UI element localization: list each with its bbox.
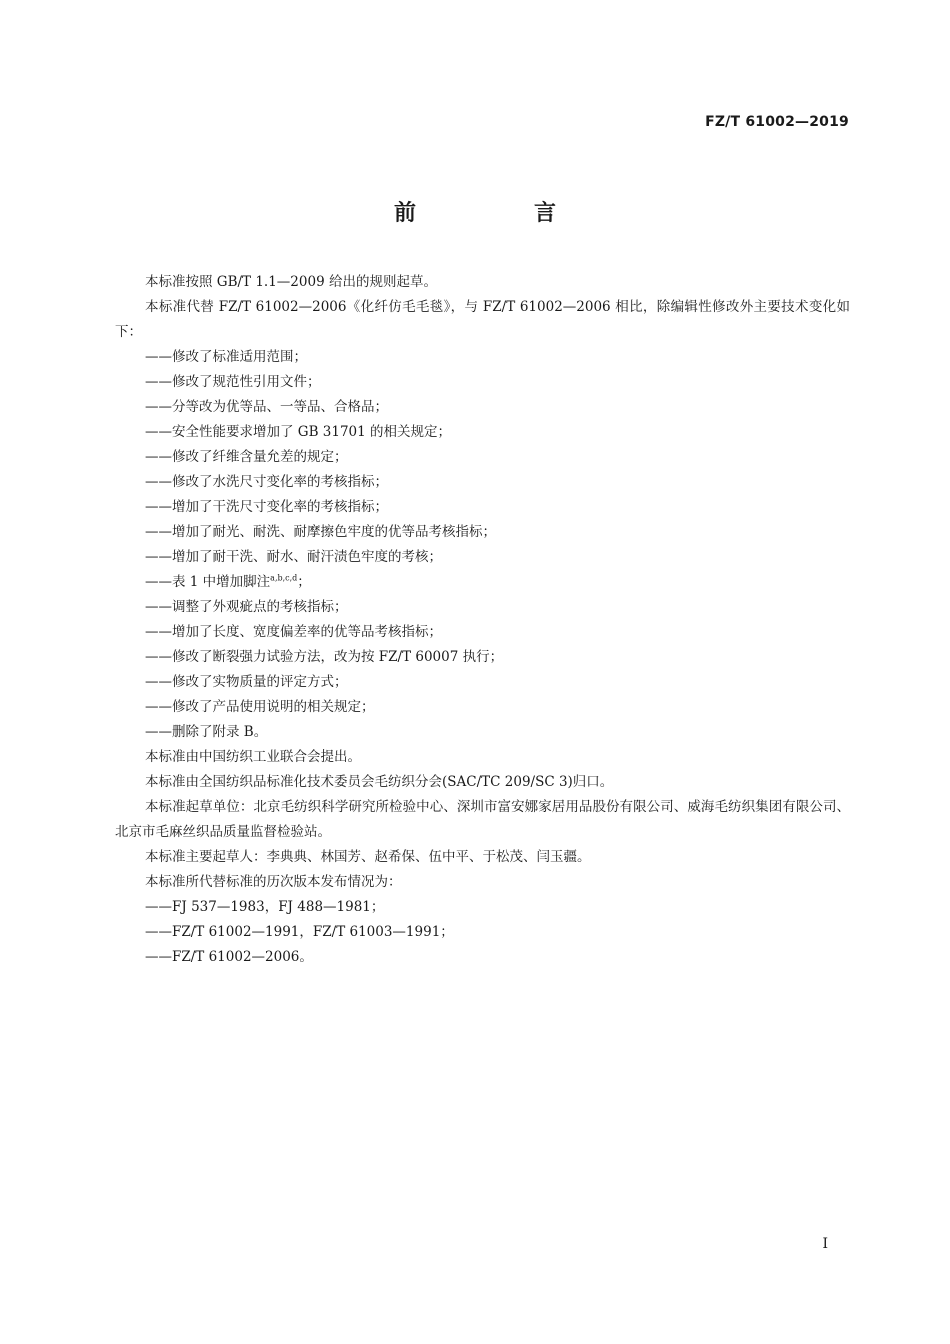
proposer-paragraph: 本标准由中国纺织工业联合会提出。	[145, 749, 361, 765]
change-item: ——分等改为优等品、一等品、合格品；	[145, 399, 388, 415]
history-item: ——FZ/T 61002—1991，FZ/T 61003—1991；	[145, 924, 454, 940]
change-item: ——增加了长度、宽度偏差率的优等品考核指标；	[145, 624, 442, 640]
footnote-item-suffix: ；	[297, 574, 311, 590]
history-item: ——FJ 537—1983，FJ 488—1981；	[145, 899, 385, 915]
change-item: ——修改了实物质量的评定方式；	[145, 674, 348, 690]
replacement-paragraph: 本标准代替 FZ/T 61002—2006《化纤仿毛毛毯》，与 FZ/T 61002—2006 相比，除编辑性修改外主要技术变化如下：	[115, 299, 850, 340]
change-item: ——增加了干洗尺寸变化率的考核指标；	[145, 499, 388, 515]
standard-code: FZ/T 61002—2019	[705, 114, 849, 130]
change-item: ——安全性能要求增加了 GB 31701 的相关规定；	[145, 424, 452, 440]
change-item: ——修改了水洗尺寸变化率的考核指标；	[145, 474, 388, 490]
footnote-item-text: ——表 1 中增加脚注	[145, 574, 271, 590]
change-item: ——删除了附录 B。	[145, 724, 268, 740]
footnote-superscript: a,b,c,d	[270, 573, 298, 583]
change-item: ——修改了纤维含量允差的规定；	[145, 449, 348, 465]
drafters-paragraph: 本标准主要起草人：李典典、林国芳、赵希保、伍中平、于松茂、闫玉疆。	[145, 849, 591, 865]
change-item: ——修改了标准适用范围；	[145, 349, 307, 365]
drafting-units-paragraph: 本标准起草单位：北京毛纺织科学研究所检验中心、深圳市富安娜家居用品股份有限公司、威海毛纺织集团有限公司、北京市毛麻丝织品质量监督检验站。	[115, 799, 850, 840]
change-item: ——修改了产品使用说明的相关规定；	[145, 699, 375, 715]
page-number: I	[822, 1236, 828, 1252]
change-item: ——增加了耐光、耐洗、耐摩擦色牢度的优等品考核指标；	[145, 524, 496, 540]
history-item: ——FZ/T 61002—2006。	[145, 949, 313, 965]
change-item: ——增加了耐干洗、耐水、耐汗渍色牢度的考核；	[145, 549, 442, 565]
committee-paragraph: 本标准由全国纺织品标准化技术委员会毛纺织分会(SAC/TC 209/SC 3)归口。	[145, 774, 614, 790]
change-item: ——调整了外观疵点的考核指标；	[145, 599, 348, 615]
history-intro-paragraph: 本标准所代替标准的历次版本发布情况为：	[145, 874, 402, 890]
page-title: 前 言	[393, 201, 604, 226]
change-item: ——修改了断裂强力试验方法，改为按 FZ/T 60007 执行；	[145, 649, 504, 665]
foreword-body	[115, 270, 850, 970]
change-item-footnote	[115, 570, 850, 595]
change-item: ——修改了规范性引用文件；	[145, 374, 321, 390]
intro-paragraph: 本标准按照 GB/T 1.1—2009 给出的规则起草。	[145, 274, 437, 290]
